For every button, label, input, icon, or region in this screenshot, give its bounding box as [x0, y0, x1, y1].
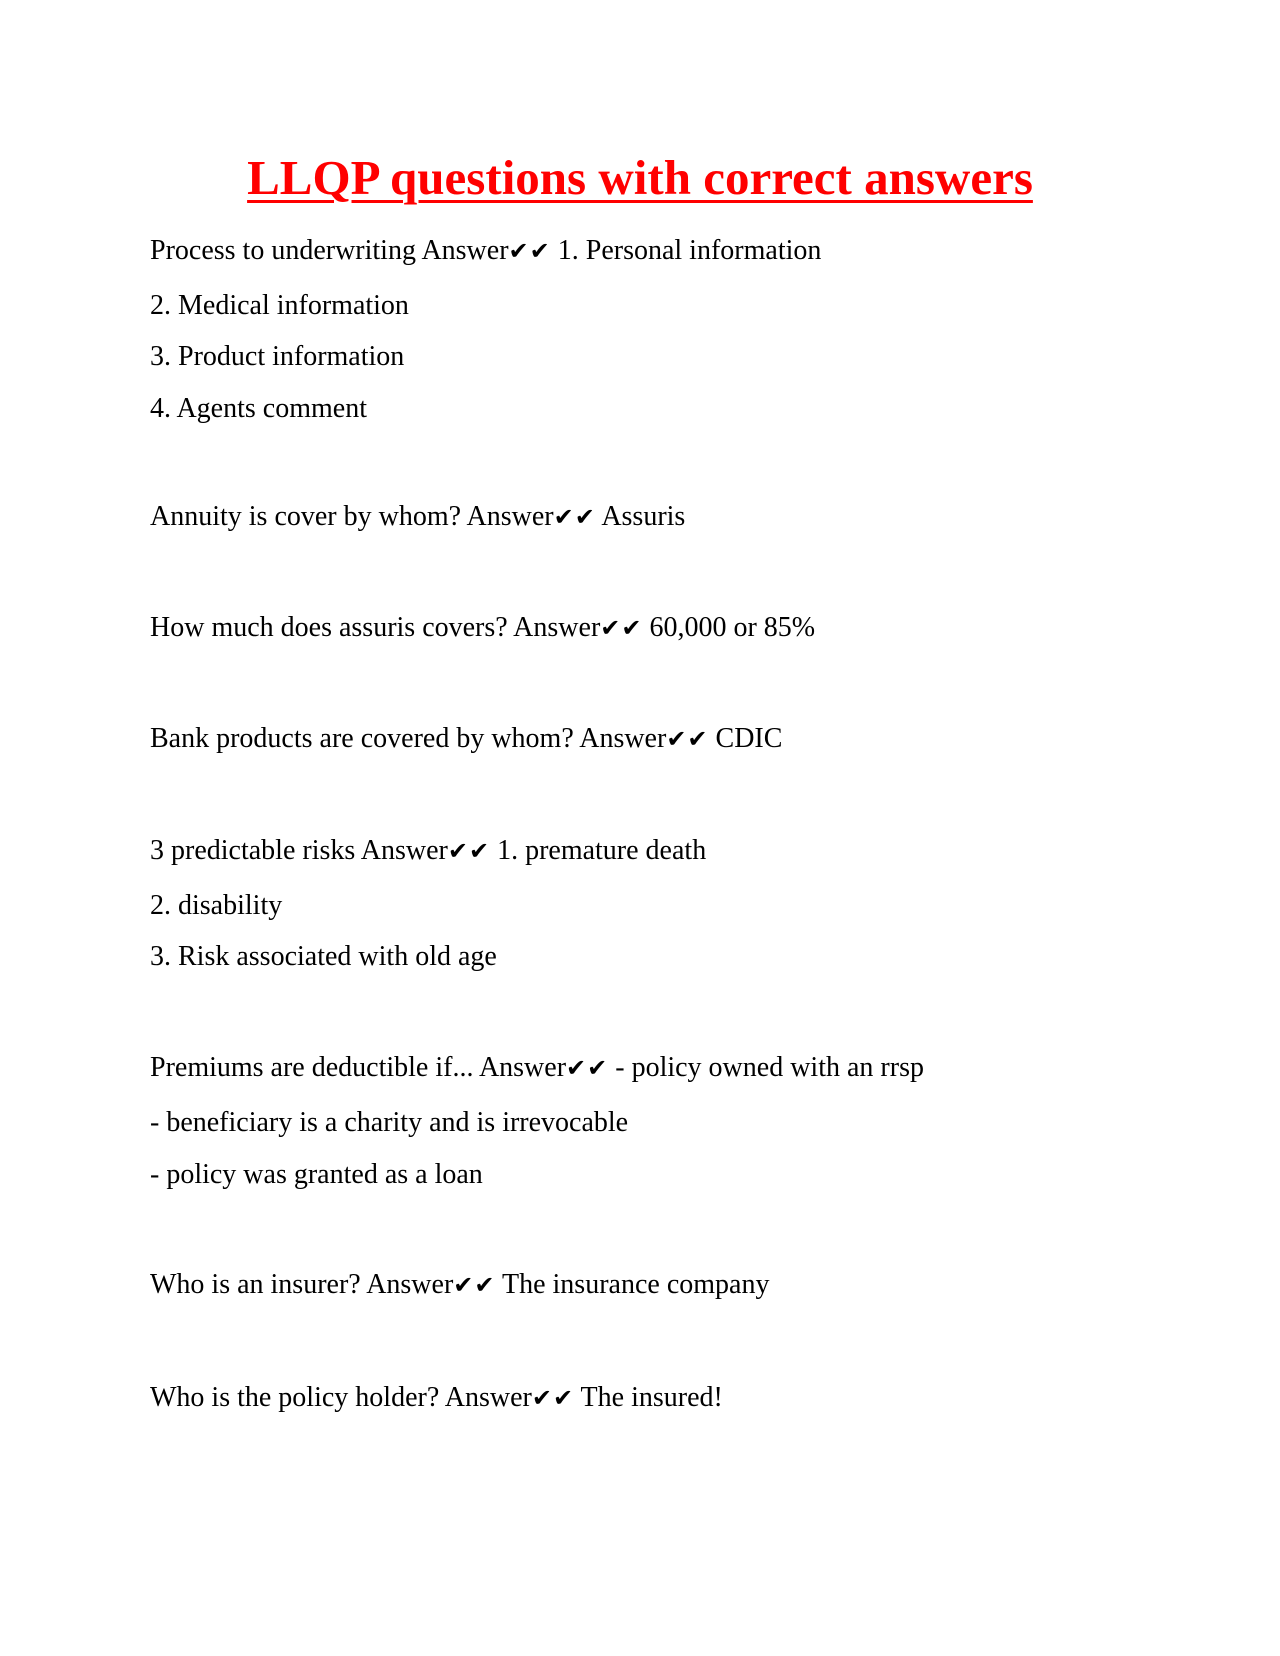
check-mark-icon: ✔✔ — [666, 725, 709, 753]
question-text: Bank products are covered by whom? — [150, 723, 574, 754]
answer-label: Answer — [360, 835, 448, 866]
check-mark-icon: ✔✔ — [453, 1271, 496, 1299]
answer-text: - policy owned with an rrsp — [615, 1052, 924, 1083]
check-mark-icon: ✔✔ — [553, 503, 596, 531]
question-text: Who is the policy holder? — [150, 1382, 440, 1413]
document-title: LLQP questions with correct answers — [247, 150, 1033, 205]
answer-text: 60,000 or 85% — [649, 612, 816, 643]
answer-label: Answer — [366, 1269, 454, 1300]
answer-continuation-line: 4. Agents comment — [150, 393, 367, 424]
answer-text: The insured! — [580, 1382, 723, 1413]
answer-text: 1. premature death — [497, 835, 707, 866]
qa-question-line — [150, 611, 815, 645]
qa-question-line — [150, 1051, 924, 1085]
answer-text: The insurance company — [502, 1269, 770, 1300]
check-mark-icon: ✔✔ — [531, 1384, 575, 1412]
answer-text: Assuris — [601, 501, 686, 532]
qa-question-line — [150, 1381, 723, 1415]
question-text: Premiums are deductible if... — [150, 1052, 474, 1083]
answer-continuation-line: - policy was granted as a loan — [150, 1159, 483, 1190]
check-mark-icon: ✔✔ — [566, 1054, 609, 1082]
answer-continuation-line: 2. disability — [150, 890, 283, 921]
answer-label: Answer — [513, 612, 601, 643]
answer-continuation-line: 3. Risk associated with old age — [150, 941, 497, 972]
question-text: Annuity is cover by whom? — [150, 501, 462, 532]
answer-text: 1. Personal information — [557, 235, 822, 266]
answer-continuation-line: 3. Product information — [150, 341, 405, 372]
question-text: Who is an insurer? — [150, 1269, 361, 1300]
question-text: How much does assuris covers? — [150, 612, 508, 643]
qa-question-line — [150, 500, 685, 534]
answer-label: Answer — [478, 1052, 567, 1083]
question-text: Process to underwriting — [150, 235, 416, 266]
answer-continuation-line: - beneficiary is a charity and is irrevocable — [150, 1107, 629, 1138]
answer-label: Answer — [444, 1382, 532, 1413]
answer-label: Answer — [579, 723, 667, 754]
answer-label: Answer — [466, 501, 554, 532]
check-mark-icon: ✔✔ — [600, 614, 643, 642]
qa-question-line — [150, 722, 782, 756]
answer-continuation-line: 2. Medical information — [150, 290, 409, 321]
answer-text: CDIC — [715, 723, 783, 754]
qa-question-line — [150, 234, 821, 268]
answer-label: Answer — [421, 235, 509, 266]
qa-question-line — [150, 1268, 769, 1302]
qa-question-line — [150, 834, 706, 868]
question-text: 3 predictable risks — [150, 835, 356, 866]
check-mark-icon: ✔✔ — [447, 837, 491, 865]
check-mark-icon: ✔✔ — [508, 237, 551, 265]
